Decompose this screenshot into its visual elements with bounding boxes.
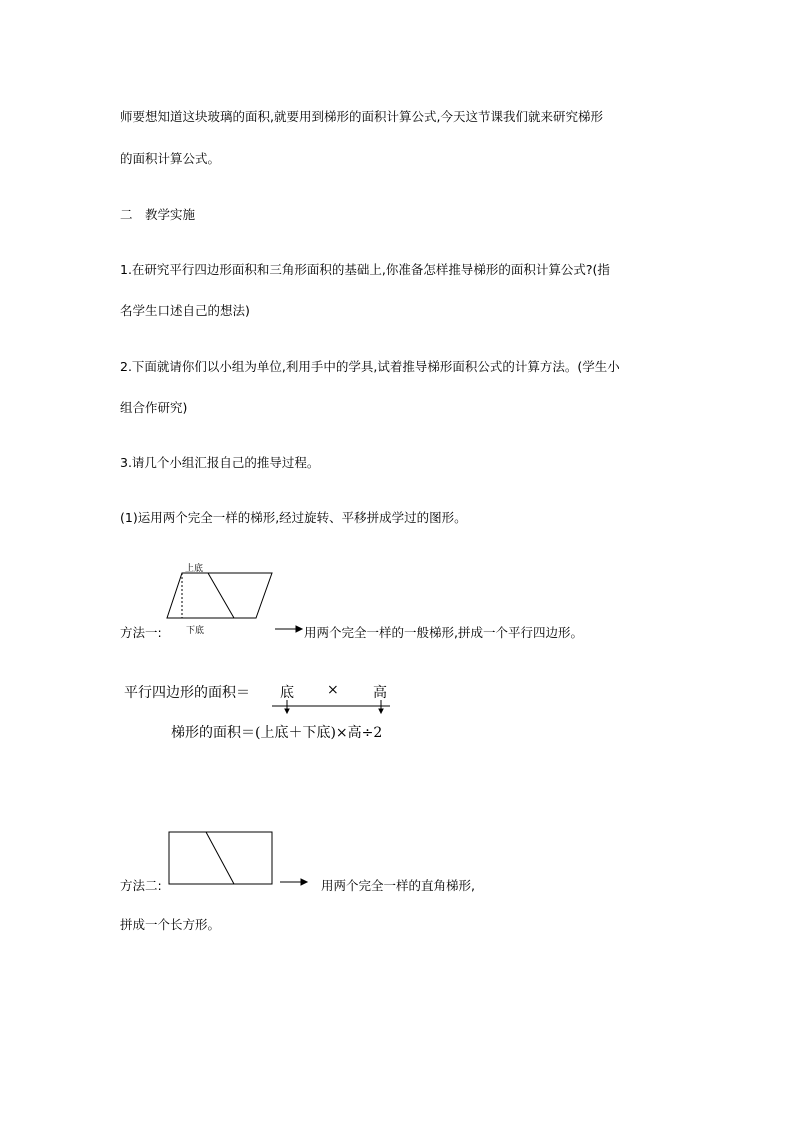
top-base-label: 上底 [185, 564, 204, 574]
method2-arrow [280, 879, 307, 885]
trapezoid-divider [208, 573, 234, 618]
base-term: 底 [280, 685, 294, 701]
paragraph-1-cont: 的面积计算公式。 [120, 151, 221, 166]
method2-description: 用两个完全一样的直角梯形, [321, 878, 475, 893]
method2-label: 方法二: [120, 878, 162, 893]
rectangle-divider [206, 832, 234, 884]
parallelogram-area-label: 平行四边形的面积＝ [124, 685, 250, 701]
item-2: 2.下面就请你们以小组为单位,利用手中的学具,试着推导梯形面积公式的计算方法。(学生小 [120, 359, 620, 374]
item-3-1: (1)运用两个完全一样的梯形,经过旋转、平移拼成学过的图形。 [120, 510, 467, 525]
method1-parallelogram [167, 573, 272, 618]
method1-label: 方法一: [120, 625, 162, 640]
height-term: 高 [373, 685, 387, 701]
bottom-base-label: 下底 [186, 626, 205, 636]
method1-arrow [275, 626, 302, 632]
item-3: 3.请几个小组汇报自己的推导过程。 [120, 455, 320, 470]
method1-description: 用两个完全一样的一般梯形,拼成一个平行四边形。 [304, 625, 583, 640]
method2-rectangle [169, 832, 272, 884]
parallelogram-outline [167, 573, 272, 618]
times-sign: × [327, 682, 339, 698]
item-2-cont: 组合作研究) [120, 400, 188, 415]
section-heading: 二 教学实施 [120, 207, 196, 222]
item-1-cont: 名学生口述自己的想法) [120, 303, 250, 318]
paragraph-1: 师要想知道这块玻璃的面积,就要用到梯形的面积计算公式,今天这节课我们就来研究梯形 [120, 109, 603, 124]
item-1: 1.在研究平行四边形面积和三角形面积的基础上,你准备怎样推导梯形的面积计算公式?(指 [120, 262, 610, 277]
method2-description-cont: 拼成一个长方形。 [120, 917, 221, 932]
trapezoid-area-formula: 梯形的面积＝(上底＋下底)×高÷2 [171, 725, 383, 741]
